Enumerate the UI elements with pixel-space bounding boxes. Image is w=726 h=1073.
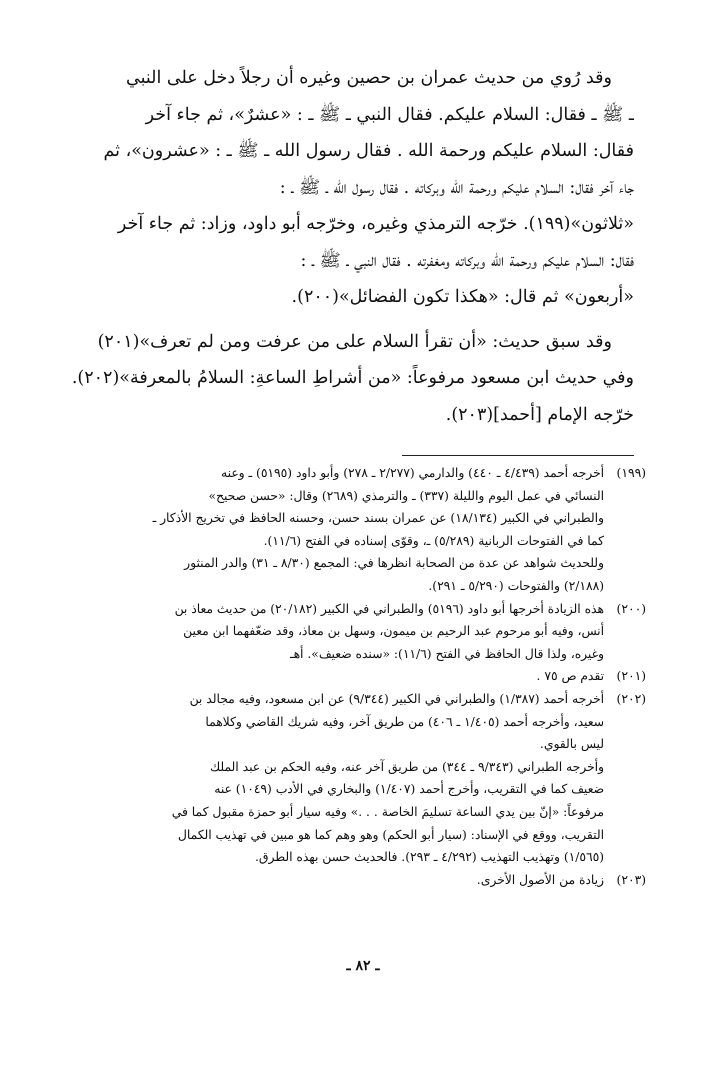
text-line: وفي حديث ابن مسعود مرفوعاً: «من أشراطِ الساعةِ: السلامُ بالمعرفة»(٢٠٢).: [71, 368, 634, 388]
page-number: ـ ٨٢ ـ: [346, 958, 380, 974]
text-line: ـ ﷺ ـ فقال: السلام عليكم. فقال النبي ـ ﷺ ـ : «عشرٌ»، ثم جاء آخر: [145, 104, 634, 125]
footnote-line: والطبراني في الكبير (١٨/١٣٤) عن عمران بسند حسن، وحسنه الحافظ في تخريج الأذكار ـ: [152, 511, 604, 526]
footnote-number: (٢٠١): [616, 669, 646, 684]
footnote-line: كما في الفتوحات الربانية (٥/٢٨٩) ـ، وقوّى إسناده في الفتح (١١/٦).: [263, 533, 604, 548]
footnote-divider: [402, 455, 634, 456]
footnote-line: تقدم ص ٧٥ .: [536, 669, 604, 684]
footnote-number: (٢٠٢): [616, 691, 646, 706]
paragraph-hadith-salam: [64, 324, 634, 434]
footnote-line: مرفوعاً: «إنّ بين يدي الساعة تسليمَ الخاصة . . .» وفيه سيار أبو حمزة مقبول كما في: [171, 804, 604, 819]
footnote-line: أنس، وفيه أبو مرحوم عبد الرحيم بن ميمون، وسهل بن معاذ، وقد ضعّفهما ابن معين: [183, 624, 604, 639]
footnote-line: (١/٥٦٥) وتهذيب التهذيب (٤/٢٩٢ ـ ٢٩٣). فالحديث حسن بهذه الطرق.: [255, 850, 604, 865]
main-text: [64, 60, 634, 433]
text-line: وقد رُوي من حديث عمران بن حصين وغيره أن رجلاً دخل على النبي: [126, 68, 612, 88]
footnote-201: [81, 665, 646, 688]
text-line: خرّجه الإمام [أحمد](٢٠٣).: [445, 404, 634, 425]
footnote-line: سعيد، وأخرجه أحمد (١/٤٠٥ ـ ٤٠٦) من طريق آخر، وفيه شريك القاضي وكلاهما: [205, 714, 604, 729]
footnote-line: وللحديث شواهد عن عدة من الصحابة انظرها في: المجمع (٨/٣٠ ـ ٣١) والدر المنثور: [184, 556, 604, 571]
footnote-line: وغيره، ولذا قال الحافظ في الفتح (١١/٦): «سنده ضعيف». أهـ: [289, 646, 604, 661]
footnote-line: (٢/١٨٨) والفتوحات (٥/٢٩٠ ـ ٢٩١).: [428, 578, 604, 593]
footnote-line: ضعيف كما في التقريب، وأخرج أحمد (١/٤٠٧) والبخاري في الأدب (١٠٤٩) عنه: [214, 782, 604, 797]
footnote-line: أخرجه أحمد (١/٣٨٧) والطبراني في الكبير (٩/٣٤٤) عن ابن مسعود، وفيه مجالد بن: [189, 691, 604, 706]
footnote-200: [81, 598, 646, 666]
paragraph-hadith-imran: [64, 60, 634, 316]
footnote-line: التقريب، ووقع في الإسناد: (سيار أبو الحكم) وهو وهم كما هو مبين في تهذيب الكمال: [177, 827, 604, 842]
footnote-line: النسائي في عمل اليوم والليلة (٣٣٧) ـ والترمذي (٢٦٨٩) وقال: «حسن صحيح»: [208, 488, 604, 503]
text-line: جاء آخر فقال: السلام عليكم ورحمة الله وبركاته . فقال رسول الله ـ ﷺ ـ :: [279, 177, 634, 198]
footnote-number: (١٩٩): [616, 466, 646, 480]
text-line: فقال: السلام عليكم ورحمة الله . فقال رسول الله ـ ﷺ ـ : «عشرون»، ثم: [103, 141, 634, 161]
footnote-number: (٢٠٣): [616, 872, 646, 887]
footnote-line: أخرجه أحمد (٤/٤٣٩ ـ ٤٤٠) والدارمي (٢/٢٧٧ ـ ٢٧٨) وأبو داود (٥١٩٥) ـ وعنه: [221, 466, 604, 480]
text-line: فقال: السلام عليكم ورحمة الله وبركاته ومغفرته . فقال النبي ـ ﷺ ـ :: [300, 250, 634, 271]
footnote-line: هذه الزيادة أخرجها أبو داود (٥١٩٦) والطبراني في الكبير (٢٠/١٨٢) من حديث معاذ بن: [174, 601, 604, 616]
text-line: «أربعون» ثم قال: «هكذا تكون الفضائل»(٢٠٠).: [291, 287, 634, 307]
text-line: وقد سبق حديث: «أن تقرأ السلام على من عرفت ومن لم تعرف»(٢٠١): [97, 331, 612, 352]
footnote-199: [81, 462, 646, 598]
footnote-line: ليس بالقوي.: [539, 737, 604, 752]
footnote-202: [81, 688, 646, 869]
footnote-line: زيادة من الأصول الأخرى.: [476, 872, 604, 887]
footnote-203: [81, 869, 646, 892]
footnote-number: (٢٠٠): [616, 601, 646, 616]
text-line: «ثلاثون»(١٩٩). خرّجه الترمذي وغيره، وخرّجه أبو داود، وزاد: ثم جاء آخر: [117, 214, 634, 234]
footnotes: [81, 462, 646, 891]
footnote-line: وأخرجه الطبراني (٩/٣٤٣ ـ ٣٤٤) من طريق آخر عنه، وفيه الحكم بن عبد الملك: [210, 759, 604, 774]
